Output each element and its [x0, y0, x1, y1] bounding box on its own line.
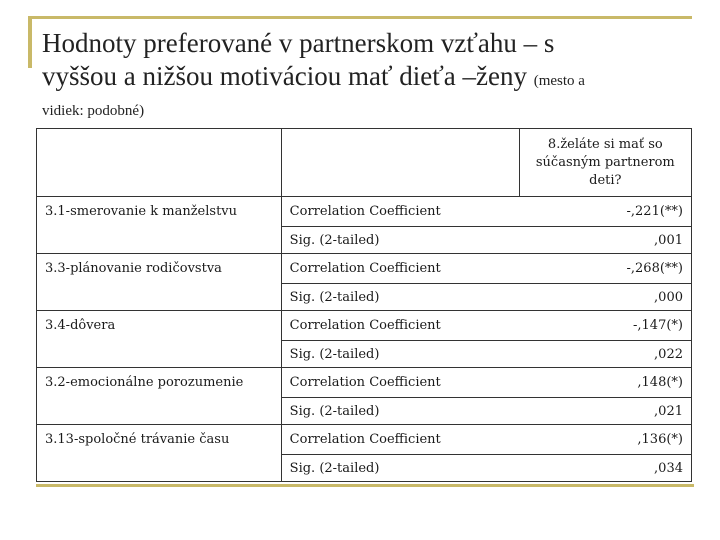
statistic-label: Correlation Coefficient	[281, 311, 519, 341]
column-header: 8.želáte si mať so súčasným partnerom deti?	[519, 129, 691, 197]
title-note: (mesto a	[533, 73, 585, 89]
correlation-value: ,148(*)	[519, 368, 691, 398]
table-row	[37, 368, 692, 398]
slide-title	[42, 27, 692, 122]
table-row	[37, 455, 692, 482]
statistic-label: Sig. (2-tailed)	[281, 398, 519, 425]
variable-name: 3.3-plánovanie rodičovstva	[37, 254, 282, 284]
statistic-label: Sig. (2-tailed)	[281, 284, 519, 311]
left-accent-rule	[28, 16, 32, 68]
header-empty-cell	[37, 129, 282, 197]
statistic-label: Correlation Coefficient	[281, 368, 519, 398]
variable-name: 3.2-emocionálne porozumenie	[37, 368, 282, 398]
significance-value: ,001	[519, 227, 691, 254]
correlation-value: -,268(**)	[519, 254, 691, 284]
empty-cell	[37, 284, 282, 311]
variable-name: 3.1-smerovanie k manželstvu	[37, 197, 282, 227]
title-line-3: vidiek: podobné)	[42, 103, 145, 119]
empty-cell	[37, 455, 282, 482]
statistic-label: Sig. (2-tailed)	[281, 227, 519, 254]
table-row	[37, 398, 692, 425]
correlation-value: -,221(**)	[519, 197, 691, 227]
table-row	[37, 227, 692, 254]
empty-cell	[37, 341, 282, 368]
significance-value: ,000	[519, 284, 691, 311]
correlation-table	[36, 128, 692, 482]
title-line-1: Hodnoty preferované v partnerskom vzťahu – s	[42, 28, 555, 58]
title-line-2: vyššou a nižšou motiváciou mať dieťa –ženy	[42, 61, 527, 91]
variable-name: 3.4-dôvera	[37, 311, 282, 341]
table-row	[37, 284, 692, 311]
table-header-row	[37, 129, 692, 197]
bottom-accent-rule	[36, 484, 694, 487]
correlation-value: ,136(*)	[519, 425, 691, 455]
table-row	[37, 341, 692, 368]
statistic-label: Sig. (2-tailed)	[281, 341, 519, 368]
significance-value: ,022	[519, 341, 691, 368]
correlation-value: -,147(*)	[519, 311, 691, 341]
header-empty-cell	[281, 129, 519, 197]
significance-value: ,021	[519, 398, 691, 425]
statistic-label: Correlation Coefficient	[281, 254, 519, 284]
table-row	[37, 311, 692, 341]
statistic-label: Correlation Coefficient	[281, 197, 519, 227]
empty-cell	[37, 398, 282, 425]
table-body	[37, 197, 692, 482]
top-accent-rule	[28, 16, 692, 19]
table-row	[37, 425, 692, 455]
significance-value: ,034	[519, 455, 691, 482]
table-row	[37, 254, 692, 284]
empty-cell	[37, 227, 282, 254]
statistic-label: Correlation Coefficient	[281, 425, 519, 455]
statistic-label: Sig. (2-tailed)	[281, 455, 519, 482]
table-row	[37, 197, 692, 227]
variable-name: 3.13-spoločné trávanie času	[37, 425, 282, 455]
